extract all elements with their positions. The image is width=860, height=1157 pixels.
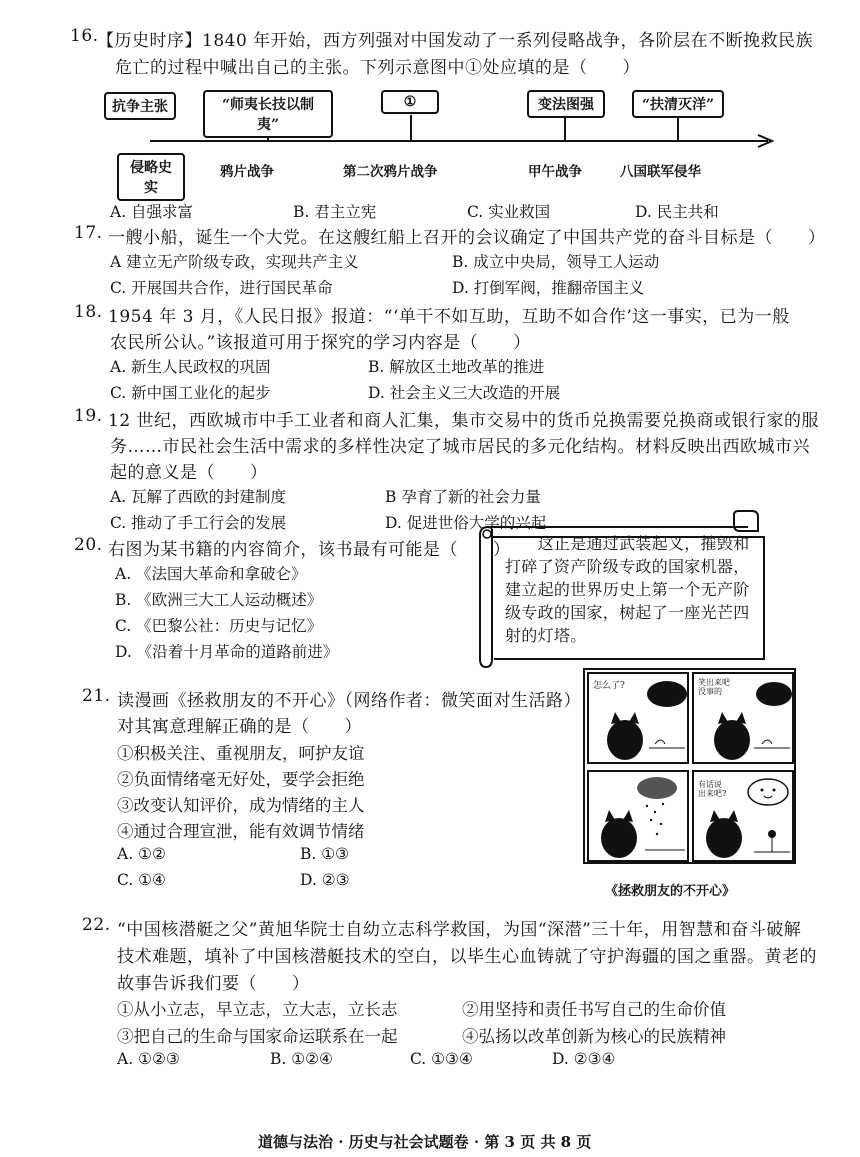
comic-panel-4 [692,770,794,862]
comic-panel-3 [587,770,689,862]
q17-option-d[interactable]: D. 打倒军阀，推翻帝国主义 [452,279,645,297]
q21-number: 21. [82,686,111,706]
q22-number: 22. [82,915,111,935]
timeline-event-3: 甲午战争 [528,164,582,180]
q16-option-d[interactable]: D. 民主共和 [635,203,719,221]
q18-option-a[interactable]: A. 新生人民政权的巩固 [110,358,271,376]
timeline-box-3: 变法图强 [527,90,605,118]
q17-number: 17. [74,223,103,243]
q18-number: 18. [74,302,103,322]
q21-option-c[interactable]: C. ①④ [117,871,166,889]
q16-option-b[interactable]: B. 君主立宪 [293,203,377,221]
q16-stem-line2: 危亡的过程中喊出自己的主张。下列示意图中①处应填的是（ ） [115,58,640,78]
q22-stem-line3: 故事告诉我们要（ ） [117,974,310,994]
q18-option-b[interactable]: B. 解放区土地改革的推进 [368,358,545,376]
q16-number: 16. [70,26,99,46]
q16-stem-line1: 【历史时序】1840 年开始，西方列强对中国发动了一系列侵略战争，各阶层在不断挽救民族 [97,31,814,51]
rain-cloud-drawing [589,772,689,862]
timeline-event-2: 第二次鸦片战争 [343,164,438,180]
q22-option-a[interactable]: A. ①②③ [117,1050,180,1068]
q17-option-c[interactable]: C. 开展国共合作，进行国民革命 [110,279,333,297]
q22-statement-1: ①从小立志，早立志，立大志，立长志 [117,1000,398,1019]
q21-statement-3: ③改变认知评价，成为情绪的主人 [117,796,365,815]
timeline-box-1: “师夷长技以制夷” [203,90,333,138]
q17-option-a[interactable]: A 建立无产阶级专政，实现共产主义 [110,253,359,271]
q19-stem-line2: 务……市民社会生活中需求的多样性决定了城市居民的多元化结构。材料反映出西欧城市兴 [110,437,810,457]
q22-option-b[interactable]: B. ①②④ [270,1050,333,1068]
q18-stem-line1: 1954 年 3 月，《人民日报》报道：“‘单干不如互助，互助不如合作’这一事实，已为一般 [108,307,790,327]
q22-stem-line1: “中国核潜艇之父”黄旭华院士自幼立志科学救国，为国“深潜”三十年，用智慧和奋斗破解 [117,920,802,940]
timeline-label-invasions: 侵略史实 [117,153,185,201]
q21-option-a[interactable]: A. ①② [117,845,166,863]
q19-stem-line3: 起的意义是（ ） [110,463,268,483]
timeline-box-4: “扶清灭洋” [632,90,724,118]
timeline-box-blank: ① [381,90,439,114]
q19-number: 19. [74,406,103,426]
q21-statement-1: ①积极关注、重视朋友，呵护友谊 [117,744,365,763]
comic-bubble-1: 怎么了? [593,681,625,691]
q22-statement-3: ③把自己的生命与国家命运联系在一起 [117,1027,398,1046]
q18-stem-line2: 农民所公认。”该报道可用于探究的学习内容是（ ） [110,333,531,353]
q17-option-b[interactable]: B. 成立中央局，领导工人运动 [452,253,660,271]
q19-option-b[interactable]: B 孕育了新的社会力量 [385,488,541,506]
q19-option-d[interactable]: D. 促进世俗大学的兴起 [385,514,547,532]
q20-number: 20. [74,535,103,555]
timeline-event-1: 鸦片战争 [220,164,274,180]
q22-option-d[interactable]: D. ②③④ [552,1050,616,1068]
q22-statement-4: ④弘扬以改革创新为核心的民族精神 [462,1027,726,1046]
q19-stem-line1: 12 世纪，西欧城市中手工业者和商人汇集，集市交易中的货币兑换需要兑换商或银行家的服 [108,411,820,431]
page-footer: 道德与法治 · 历史与社会试题卷 · 第 3 页 共 8 页 [258,1133,592,1151]
q20-option-a[interactable]: A. 《法国大革命和拿破仑》 [115,565,307,583]
q20-stem: 右图为某书籍的内容简介，该书最有可能是（ ） [108,540,511,560]
q19-option-c[interactable]: C. 推动了手工行会的发展 [110,514,287,532]
q21-option-d[interactable]: D. ②③ [300,871,350,889]
q20-option-b[interactable]: B. 《欧洲三大工人运动概述》 [115,591,323,609]
q17-stem: 一艘小船，诞生一个大党。在这艘红船上召开的会议确定了中国共产党的奋斗目标是（ ） [108,228,826,248]
comic-panel-1 [587,672,689,764]
q21-statement-4: ④通过合理宣泄，能有效调节情绪 [117,822,365,841]
q22-option-c[interactable]: C. ①③④ [410,1050,473,1068]
q20-option-d[interactable]: D. 《沿着十月革命的道路前进》 [115,643,339,661]
q18-option-c[interactable]: C. 新中国工业化的起步 [110,384,271,402]
q19-option-a[interactable]: A. 瓦解了西欧的封建制度 [110,488,287,506]
book-summary-text: 这正是通过武装起义，摧毁和打碎了资产阶级专政的国家机器，建立起的世界历史上第一个无产阶级专政的国家，树起了一座光芒四射的灯塔。 [505,534,750,645]
q22-stem-line2: 技术难题，填补了中国核潜艇技术的空白，以毕生心血铸就了守护海疆的国之重器。黄老的 [117,947,817,967]
comic-panel-2 [692,672,794,764]
q16-option-a[interactable]: A. 自强求富 [110,203,194,221]
comic-strip [583,668,796,864]
timeline-label-claims: 抗争主张 [104,92,176,120]
q21-stem-line1: 读漫画《拯救朋友的不开心》（网络作者：微笑面对生活路） [117,691,581,711]
q22-statement-2: ②用坚持和责任书写自己的生命价值 [462,1000,726,1019]
comic-bubble-2: 笑出来吧 没事的 [698,678,730,696]
timeline-event-4: 八国联军侵华 [620,164,701,180]
q21-stem-line2: 对其寓意理解正确的是（ ） [117,717,362,737]
comic-bubble-4: 有话说 出来吧? [698,780,727,798]
q16-option-c[interactable]: C. 实业救国 [467,203,551,221]
comic-caption: 《拯救朋友的不开心》 [605,884,736,899]
q20-option-c[interactable]: C. 《巴黎公社：历史与记忆》 [115,617,323,635]
q21-option-b[interactable]: B. ①③ [300,845,350,863]
q18-option-d[interactable]: D. 社会主义三大改造的开展 [368,384,561,402]
q21-statement-2: ②负面情绪毫无好处，要学会拒绝 [117,770,365,789]
